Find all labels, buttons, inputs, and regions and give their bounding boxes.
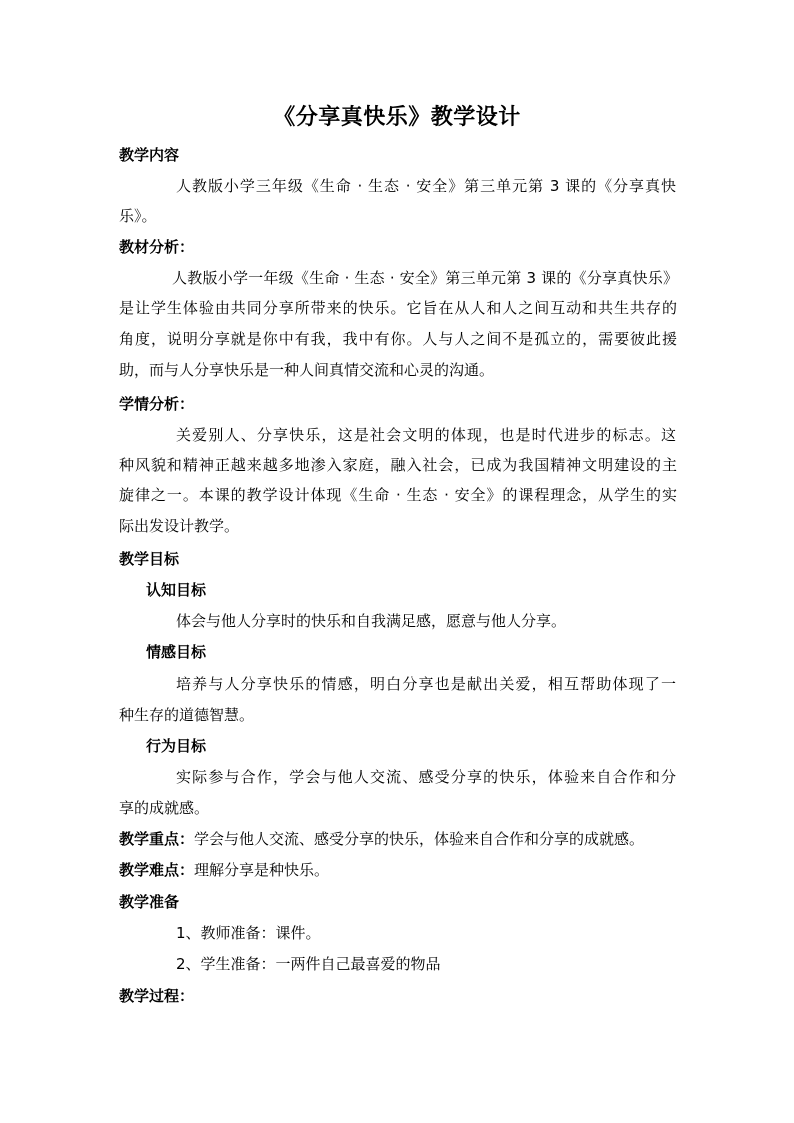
paragraph-line: 人教版小学三年级《生命 · 生态 · 安全》第三单元第 3 课的《分享真快 [176, 177, 676, 195]
paragraph-line: 是让学生体验由共同分享所带来的快乐。它旨在从人和人之间互动和共生共存的 [119, 299, 677, 317]
subheading-emotion-goal: 情感目标 [146, 643, 207, 661]
subheading-cognitive-goal: 认知目标 [146, 581, 207, 599]
section-heading-student-analysis: 学情分析： [119, 395, 195, 413]
paragraph-line: 种生存的道德智慧。 [119, 706, 255, 724]
key-point-heading: 教学重点： [119, 830, 195, 848]
section-heading-preparation: 教学准备 [119, 893, 180, 911]
paragraph-line: 实际参与合作，学会与他人交流、感受分享的快乐，体验来自合作和分 [176, 768, 676, 786]
difficulty-heading: 教学难点： [119, 861, 195, 879]
paragraph-line: 乐》。 [119, 207, 157, 225]
paragraph-line: 培养与人分享快乐的情感，明白分享也是献出关爱，相互帮助体现了一 [176, 675, 676, 693]
section-heading-process: 教学过程： [119, 987, 195, 1005]
key-point-line [119, 828, 679, 850]
paragraph-line: 人教版小学一年级《生命 · 生态 · 安全》第三单元第 3 课的《分享真快乐》 [172, 269, 678, 287]
difficulty-text: 理解分享是种快乐。 [194, 861, 330, 879]
paragraph-line: 角度，说明分享就是你中有我，我中有你。人与人之间不是孤立的，需要彼此援 [119, 330, 677, 348]
paragraph-line: 享的成就感。 [119, 799, 210, 817]
paragraph-line: 旋律之一。本课的教学设计体现《生命 · 生态 · 安全》的课程理念，从学生的实 [119, 486, 677, 504]
paragraph-line: 际出发设计教学。 [119, 517, 240, 535]
section-heading-content: 教学内容 [119, 146, 180, 164]
paragraph-line: 种风貌和精神正越来越多地渗入家庭，融入社会，已成为我国精神文明建设的主 [119, 456, 677, 474]
subheading-behavior-goal: 行为目标 [146, 737, 207, 755]
paragraph-line: 体会与他人分享时的快乐和自我满足感，愿意与他人分享。 [176, 612, 567, 630]
document-title: 《分享真快乐》教学设计 [273, 104, 521, 130]
paragraph-line: 关爱别人、分享快乐，这是社会文明的体现，也是时代进步的标志。这 [176, 426, 676, 444]
paragraph-line: 助，而与人分享快乐是一种人间真情交流和心灵的沟通。 [119, 361, 495, 379]
section-heading-teaching-goals: 教学目标 [119, 550, 180, 568]
list-item: 2、学生准备：一两件自己最喜爱的物品 [176, 955, 441, 973]
key-point-text: 学会与他人交流、感受分享的快乐，体验来自合作和分享的成就感。 [194, 830, 645, 848]
list-item: 1、教师准备：课件。 [176, 924, 321, 942]
section-heading-textbook-analysis: 教材分析： [119, 238, 195, 256]
difficulty-line [119, 859, 679, 881]
